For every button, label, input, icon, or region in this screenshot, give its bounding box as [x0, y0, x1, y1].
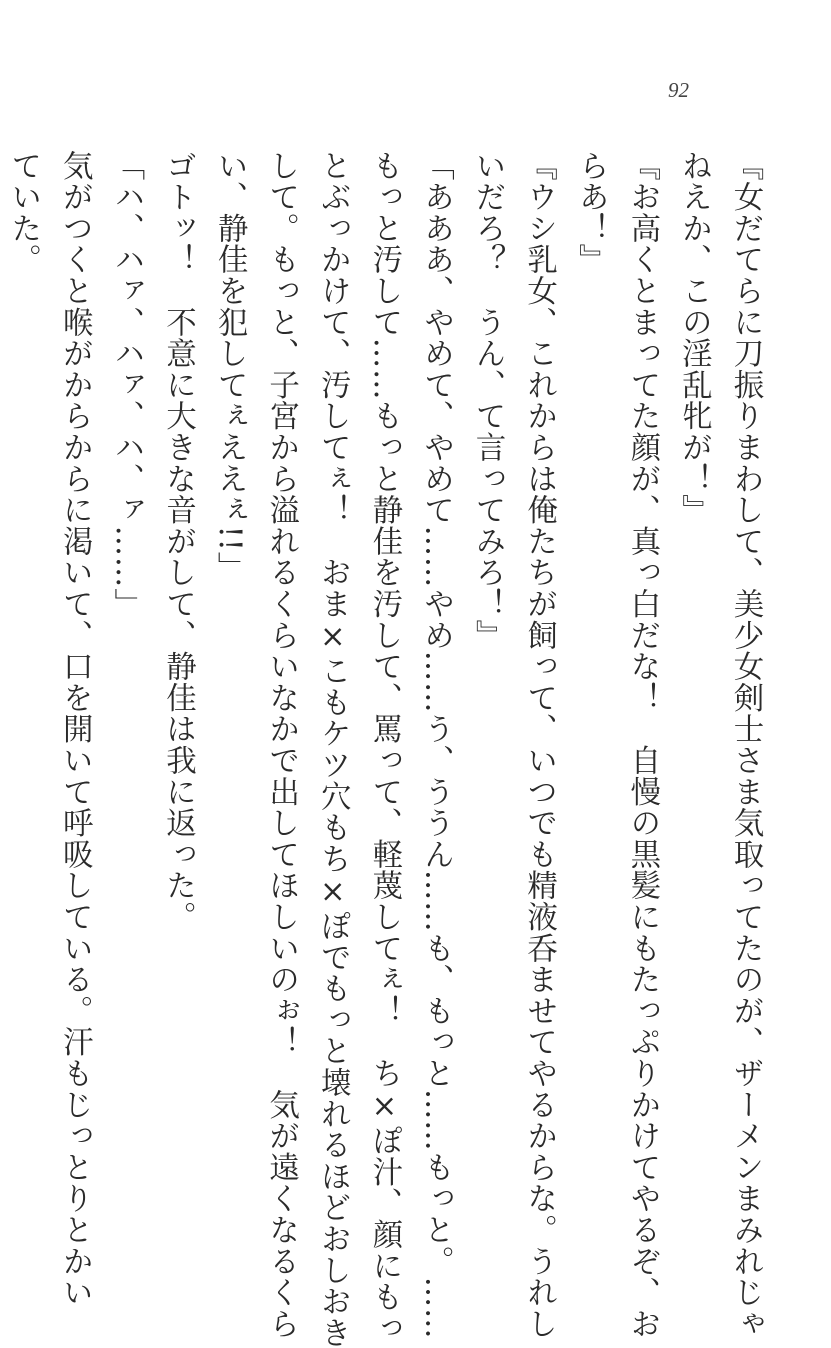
text-line: ていた。 — [5, 150, 41, 276]
text-line: 気がつくと喉がからからに渇いて、口を開いて呼吸している。汗もじっとりとかい — [57, 150, 93, 1309]
text-line: ゴトッ！ 不意に大きな音がして、静佳は我に返った。 — [160, 150, 196, 933]
text-line: とぶっかけて、汚してぇ！ おま×こもケツ穴もち×ぽでもっと壊れるほどおしおき — [315, 150, 351, 1348]
text-line: もっと汚して……もっと静佳を汚して、罵って、軽蔑してぇ！ ち×ぽ汁、顔にもっ — [366, 150, 402, 1344]
text-line: ねえか、この淫乱牝が！』 — [676, 150, 712, 526]
text-line: 「ハ、ハァ、ハァ、ハ、ァ……」 — [108, 150, 144, 620]
page-number: 92 — [668, 78, 689, 102]
text-line: いだろ？ うん、て言ってみろ！』 — [470, 150, 506, 651]
text-line: 『お高くとまってた顔が、真っ白だな！ 自慢の黒髪にもたっぷりかけてやるぞ、お — [624, 150, 660, 1340]
text-line: して。もっと、子宮から溢れるくらいなかで出してほしいのぉ！ 気が遠くなるくら — [263, 150, 299, 1340]
text-line: 「あああ、やめて、やめて……やめ……う、ううん……も、もっと……もっと。…… — [418, 150, 454, 1340]
text-line: 『女だてらに刀振りまわして、美少女剣士さま気取ってたのが、ザーメンまみれじゃ — [728, 150, 763, 1340]
text-line: らあ！』 — [573, 150, 609, 276]
text-line: 『ウシ乳女、これからは俺たちが飼って、いつでも精液呑ませてやるからな。うれし — [521, 150, 557, 1340]
body-text — [0, 150, 771, 1348]
text-line: い、静佳を犯してぇええぇ!!」 — [212, 150, 248, 584]
